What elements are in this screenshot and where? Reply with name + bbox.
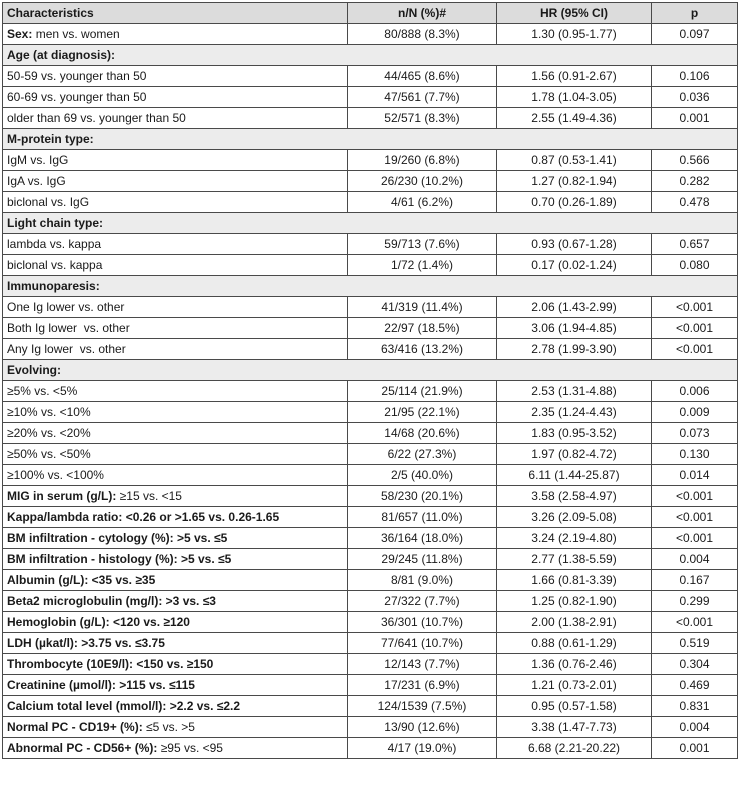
p-value-cell: 0.009 xyxy=(652,402,738,423)
characteristic-name: Abnormal PC - CD56+ (%): xyxy=(7,740,158,755)
characteristic-name: Albumin (g/L): <35 vs. ≥35 xyxy=(7,572,156,587)
results-table-container xyxy=(2,2,738,759)
characteristic-name: Beta2 microglobulin (mg/l): >3 vs. ≤3 xyxy=(7,593,216,608)
p-value-cell: 0.097 xyxy=(652,24,738,45)
n-percent-cell: 27/322 (7.7%) xyxy=(348,591,497,612)
n-percent-cell: 124/1539 (7.5%) xyxy=(348,696,497,717)
hazard-ratio-cell: 1.83 (0.95-3.52) xyxy=(497,423,652,444)
table-row xyxy=(3,87,738,108)
characteristic-name: Creatinine (µmol/l): >115 vs. ≤115 xyxy=(7,677,195,692)
n-percent-cell: 25/114 (21.9%) xyxy=(348,381,497,402)
p-value-cell: 0.566 xyxy=(652,150,738,171)
p-value-cell: 0.519 xyxy=(652,633,738,654)
table-row xyxy=(3,633,738,654)
header-n-percent: n/N (%)# xyxy=(348,3,497,24)
characteristic-cell xyxy=(3,423,348,444)
characteristic-cell xyxy=(3,171,348,192)
characteristic-cell xyxy=(3,297,348,318)
characteristic-comparison: ≥5% vs. <5% xyxy=(7,383,78,398)
table-row xyxy=(3,528,738,549)
characteristic-comparison: ≥95 vs. <95 xyxy=(157,740,223,755)
section-header-row xyxy=(3,276,738,297)
characteristic-name: Sex: xyxy=(7,26,33,41)
characteristic-name: Hemoglobin (g/L): <120 vs. ≥120 xyxy=(7,614,190,629)
hazard-ratio-cell: 1.78 (1.04-3.05) xyxy=(497,87,652,108)
characteristic-name: LDH (µkat/l): >3.75 vs. ≤3.75 xyxy=(7,635,165,650)
characteristic-cell xyxy=(3,486,348,507)
hazard-ratio-cell: 1.27 (0.82-1.94) xyxy=(497,171,652,192)
characteristic-cell xyxy=(3,696,348,717)
characteristic-cell xyxy=(3,465,348,486)
p-value-cell: 0.469 xyxy=(652,675,738,696)
characteristic-comparison: ≤5 vs. >5 xyxy=(142,719,195,734)
table-row xyxy=(3,696,738,717)
characteristic-comparison: One Ig lower vs. other xyxy=(7,299,125,314)
hazard-ratio-cell: 1.30 (0.95-1.77) xyxy=(497,24,652,45)
characteristic-comparison: IgM vs. IgG xyxy=(7,152,69,167)
p-value-cell: 0.006 xyxy=(652,381,738,402)
p-value-cell: 0.282 xyxy=(652,171,738,192)
hazard-ratio-cell: 2.00 (1.38-2.91) xyxy=(497,612,652,633)
hazard-ratio-cell: 1.56 (0.91-2.67) xyxy=(497,66,652,87)
characteristic-name: Normal PC - CD19+ (%): xyxy=(7,719,143,734)
hazard-ratio-cell: 1.21 (0.73-2.01) xyxy=(497,675,652,696)
characteristic-comparison: lambda vs. kappa xyxy=(7,236,102,251)
n-percent-cell: 8/81 (9.0%) xyxy=(348,570,497,591)
n-percent-cell: 80/888 (8.3%) xyxy=(348,24,497,45)
hazard-ratio-cell: 2.77 (1.38-5.59) xyxy=(497,549,652,570)
characteristic-comparison: ≥15 vs. <15 xyxy=(116,488,182,503)
characteristic-comparison: IgA vs. IgG xyxy=(7,173,66,188)
hazard-ratio-cell: 3.06 (1.94-4.85) xyxy=(497,318,652,339)
p-value-cell: 0.073 xyxy=(652,423,738,444)
section-label: Light chain type: xyxy=(3,213,738,234)
table-row xyxy=(3,444,738,465)
hazard-ratio-cell: 2.78 (1.99-3.90) xyxy=(497,339,652,360)
hazard-ratio-cell: 1.66 (0.81-3.39) xyxy=(497,570,652,591)
section-label: M-protein type: xyxy=(3,129,738,150)
n-percent-cell: 59/713 (7.6%) xyxy=(348,234,497,255)
hazard-ratio-cell: 2.53 (1.31-4.88) xyxy=(497,381,652,402)
p-value-cell: 0.014 xyxy=(652,465,738,486)
table-row xyxy=(3,255,738,276)
section-label: Age (at diagnosis): xyxy=(3,45,738,66)
hazard-ratio-cell: 0.95 (0.57-1.58) xyxy=(497,696,652,717)
characteristic-cell xyxy=(3,633,348,654)
table-row xyxy=(3,402,738,423)
n-percent-cell: 1/72 (1.4%) xyxy=(348,255,497,276)
table-row xyxy=(3,486,738,507)
table-row xyxy=(3,570,738,591)
n-percent-cell: 6/22 (27.3%) xyxy=(348,444,497,465)
characteristic-cell xyxy=(3,402,348,423)
table-row xyxy=(3,423,738,444)
p-value-cell: 0.167 xyxy=(652,570,738,591)
characteristic-comparison: ≥20% vs. <20% xyxy=(7,425,91,440)
section-header-row xyxy=(3,213,738,234)
characteristic-comparison: 60-69 vs. younger than 50 xyxy=(7,89,147,104)
n-percent-cell: 21/95 (22.1%) xyxy=(348,402,497,423)
table-row xyxy=(3,234,738,255)
characteristic-cell xyxy=(3,444,348,465)
characteristic-cell xyxy=(3,108,348,129)
n-percent-cell: 47/561 (7.7%) xyxy=(348,87,497,108)
header-hazard-ratio: HR (95% CI) xyxy=(497,3,652,24)
hazard-ratio-cell: 3.26 (2.09-5.08) xyxy=(497,507,652,528)
hazard-ratio-cell: 0.70 (0.26-1.89) xyxy=(497,192,652,213)
header-p-value: p xyxy=(652,3,738,24)
n-percent-cell: 17/231 (6.9%) xyxy=(348,675,497,696)
hazard-ratio-cell: 3.58 (2.58-4.97) xyxy=(497,486,652,507)
p-value-cell: 0.130 xyxy=(652,444,738,465)
hazard-ratio-cell: 0.17 (0.02-1.24) xyxy=(497,255,652,276)
section-header-row xyxy=(3,360,738,381)
table-row xyxy=(3,549,738,570)
n-percent-cell: 19/260 (6.8%) xyxy=(348,150,497,171)
table-row xyxy=(3,675,738,696)
characteristic-comparison: biclonal vs. kappa xyxy=(7,257,103,272)
p-value-cell: 0.001 xyxy=(652,108,738,129)
characteristic-cell xyxy=(3,654,348,675)
table-row xyxy=(3,318,738,339)
characteristic-cell xyxy=(3,507,348,528)
characteristic-cell xyxy=(3,66,348,87)
characteristic-cell xyxy=(3,87,348,108)
characteristic-cell xyxy=(3,339,348,360)
characteristic-cell xyxy=(3,24,348,45)
n-percent-cell: 52/571 (8.3%) xyxy=(348,108,497,129)
characteristic-cell xyxy=(3,192,348,213)
p-value-cell: 0.831 xyxy=(652,696,738,717)
characteristic-cell xyxy=(3,150,348,171)
n-percent-cell: 81/657 (11.0%) xyxy=(348,507,497,528)
n-percent-cell: 36/301 (10.7%) xyxy=(348,612,497,633)
table-row xyxy=(3,507,738,528)
p-value-cell: 0.304 xyxy=(652,654,738,675)
p-value-cell: <0.001 xyxy=(652,318,738,339)
p-value-cell: <0.001 xyxy=(652,486,738,507)
table-row xyxy=(3,297,738,318)
hazard-ratio-cell: 0.87 (0.53-1.41) xyxy=(497,150,652,171)
p-value-cell: <0.001 xyxy=(652,297,738,318)
n-percent-cell: 58/230 (20.1%) xyxy=(348,486,497,507)
characteristic-comparison: ≥100% vs. <100% xyxy=(7,467,104,482)
section-label: Immunoparesis: xyxy=(3,276,738,297)
p-value-cell: 0.004 xyxy=(652,717,738,738)
p-value-cell: 0.001 xyxy=(652,738,738,759)
table-row xyxy=(3,654,738,675)
characteristic-cell xyxy=(3,591,348,612)
p-value-cell: <0.001 xyxy=(652,339,738,360)
characteristic-comparison: ≥50% vs. <50% xyxy=(7,446,91,461)
characteristic-cell xyxy=(3,318,348,339)
hazard-ratio-cell: 1.25 (0.82-1.90) xyxy=(497,591,652,612)
characteristic-name: MIG in serum (g/L): xyxy=(7,488,117,503)
section-header-row xyxy=(3,45,738,66)
characteristic-comparison: men vs. women xyxy=(32,26,120,41)
characteristic-cell xyxy=(3,234,348,255)
characteristic-comparison: older than 69 vs. younger than 50 xyxy=(7,110,186,125)
n-percent-cell: 4/61 (6.2%) xyxy=(348,192,497,213)
characteristic-cell xyxy=(3,255,348,276)
n-percent-cell: 44/465 (8.6%) xyxy=(348,66,497,87)
hazard-ratio-cell: 6.11 (1.44-25.87) xyxy=(497,465,652,486)
n-percent-cell: 77/641 (10.7%) xyxy=(348,633,497,654)
characteristic-cell xyxy=(3,570,348,591)
characteristic-comparison: ≥10% vs. <10% xyxy=(7,404,91,419)
n-percent-cell: 41/319 (11.4%) xyxy=(348,297,497,318)
hazard-ratio-cell: 3.38 (1.47-7.73) xyxy=(497,717,652,738)
hazard-ratio-cell: 0.88 (0.61-1.29) xyxy=(497,633,652,654)
p-value-cell: 0.299 xyxy=(652,591,738,612)
table-header-row xyxy=(3,3,738,24)
p-value-cell: 0.478 xyxy=(652,192,738,213)
p-value-cell: <0.001 xyxy=(652,507,738,528)
characteristic-name: BM infiltration - histology (%): >5 vs. ≤5 xyxy=(7,551,232,566)
p-value-cell: <0.001 xyxy=(652,528,738,549)
characteristic-cell xyxy=(3,612,348,633)
n-percent-cell: 14/68 (20.6%) xyxy=(348,423,497,444)
table-row xyxy=(3,591,738,612)
p-value-cell: 0.004 xyxy=(652,549,738,570)
hazard-ratio-cell: 1.36 (0.76-2.46) xyxy=(497,654,652,675)
characteristic-name: BM infiltration - cytology (%): >5 vs. ≤5 xyxy=(7,530,228,545)
characteristic-comparison: Both Ig lower vs. other xyxy=(7,320,130,335)
table-row xyxy=(3,465,738,486)
characteristic-cell xyxy=(3,528,348,549)
n-percent-cell: 2/5 (40.0%) xyxy=(348,465,497,486)
table-row xyxy=(3,66,738,87)
n-percent-cell: 36/164 (18.0%) xyxy=(348,528,497,549)
p-value-cell: 0.106 xyxy=(652,66,738,87)
table-row xyxy=(3,381,738,402)
characteristic-comparison: biclonal vs. IgG xyxy=(7,194,90,209)
table-row xyxy=(3,24,738,45)
section-header-row xyxy=(3,129,738,150)
header-characteristics: Characteristics xyxy=(3,3,348,24)
p-value-cell: 0.657 xyxy=(652,234,738,255)
n-percent-cell: 4/17 (19.0%) xyxy=(348,738,497,759)
characteristic-comparison: Any Ig lower vs. other xyxy=(7,341,126,356)
hazard-ratio-cell: 3.24 (2.19-4.80) xyxy=(497,528,652,549)
p-value-cell: <0.001 xyxy=(652,612,738,633)
table-row xyxy=(3,717,738,738)
table-row xyxy=(3,339,738,360)
characteristic-name: Thrombocyte (10E9/l): <150 vs. ≥150 xyxy=(7,656,214,671)
table-row xyxy=(3,150,738,171)
characteristic-cell xyxy=(3,738,348,759)
characteristic-cell xyxy=(3,549,348,570)
hazard-ratio-cell: 0.93 (0.67-1.28) xyxy=(497,234,652,255)
hazard-ratio-cell: 2.35 (1.24-4.43) xyxy=(497,402,652,423)
characteristic-name: Kappa/lambda ratio: <0.26 or >1.65 vs. 0.26-1.65 xyxy=(7,509,280,524)
n-percent-cell: 63/416 (13.2%) xyxy=(348,339,497,360)
table-body xyxy=(3,24,738,759)
p-value-cell: 0.080 xyxy=(652,255,738,276)
n-percent-cell: 13/90 (12.6%) xyxy=(348,717,497,738)
table-row xyxy=(3,192,738,213)
characteristic-name: Calcium total level (mmol/l): >2.2 vs. ≤2.2 xyxy=(7,698,241,713)
n-percent-cell: 12/143 (7.7%) xyxy=(348,654,497,675)
n-percent-cell: 22/97 (18.5%) xyxy=(348,318,497,339)
characteristic-cell xyxy=(3,717,348,738)
characteristic-cell xyxy=(3,381,348,402)
table-row xyxy=(3,738,738,759)
characteristic-comparison: 50-59 vs. younger than 50 xyxy=(7,68,147,83)
section-label: Evolving: xyxy=(3,360,738,381)
hazard-ratio-cell: 2.55 (1.49-4.36) xyxy=(497,108,652,129)
hazard-ratio-cell: 2.06 (1.43-2.99) xyxy=(497,297,652,318)
hazard-ratio-cell: 6.68 (2.21-20.22) xyxy=(497,738,652,759)
n-percent-cell: 29/245 (11.8%) xyxy=(348,549,497,570)
table-row xyxy=(3,171,738,192)
characteristic-cell xyxy=(3,675,348,696)
n-percent-cell: 26/230 (10.2%) xyxy=(348,171,497,192)
table-row xyxy=(3,108,738,129)
table-row xyxy=(3,612,738,633)
hazard-ratio-cell: 1.97 (0.82-4.72) xyxy=(497,444,652,465)
p-value-cell: 0.036 xyxy=(652,87,738,108)
hazard-ratio-table xyxy=(2,2,738,759)
